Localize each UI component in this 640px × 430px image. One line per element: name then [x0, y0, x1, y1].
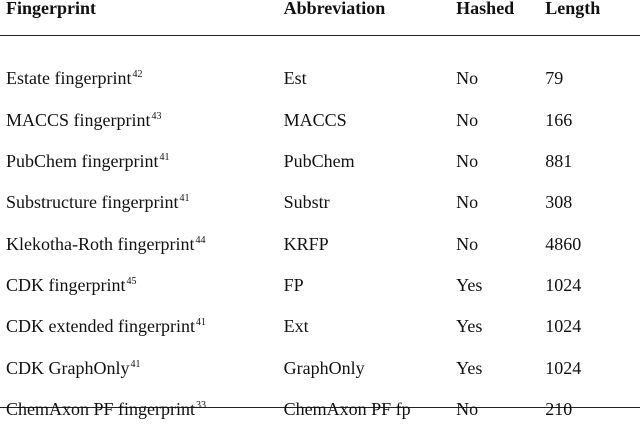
cell-fingerprint [0, 306, 284, 347]
fingerprint-name: CDK GraphOnly [6, 357, 130, 378]
reference-number: 41 [159, 152, 170, 164]
cell-hashed: No [456, 109, 479, 130]
header-spacer [0, 17, 640, 58]
reference-number: 41 [179, 193, 190, 205]
reference-number: 33 [196, 399, 206, 411]
cell-length: 166 [545, 109, 573, 130]
fingerprint-name: CDK extended fingerprint [6, 316, 195, 337]
header-row [0, 0, 640, 17]
fingerprint-name: Estate fingerprint [6, 68, 132, 89]
cell-length: 1024 [545, 357, 582, 378]
cell-abbreviation: Est [283, 68, 307, 89]
cell-abbreviation: Ext [283, 316, 309, 337]
cell-fingerprint [0, 100, 284, 141]
cell-fingerprint [0, 347, 284, 388]
table-row [0, 100, 640, 141]
fingerprint-name: MACCS fingerprint [6, 109, 151, 130]
cell-fingerprint [0, 182, 284, 223]
cell-hashed: No [456, 151, 479, 172]
cell-hashed: Yes [456, 274, 483, 295]
cell-length: 1024 [545, 316, 582, 337]
table-row [0, 389, 640, 430]
cell-abbreviation: KRFP [283, 233, 329, 254]
table-body [0, 17, 640, 430]
cell-fingerprint [0, 141, 284, 182]
cell-hashed: No [456, 192, 479, 213]
header-abbreviation: Abbreviation [283, 0, 386, 18]
table-row [0, 306, 640, 347]
reference-number: 41 [130, 358, 141, 370]
cell-fingerprint [0, 265, 284, 306]
table-row [0, 141, 640, 182]
cell-hashed: No [456, 233, 479, 254]
cell-hashed: Yes [456, 357, 483, 378]
cell-length: 308 [545, 192, 573, 213]
cell-abbreviation: GraphOnly [283, 357, 365, 378]
reference-number: 43 [151, 110, 162, 122]
reference-number: 44 [195, 234, 206, 246]
fingerprint-name: Substructure fingerprint [6, 192, 179, 213]
cell-length: 210 [545, 398, 573, 419]
fingerprint-name: CDK fingerprint [6, 274, 126, 295]
reference-number: 45 [126, 275, 137, 287]
cell-fingerprint [0, 389, 284, 430]
cell-abbreviation: MACCS [283, 109, 347, 130]
table-row [0, 347, 640, 388]
header-fingerprint: Fingerprint [6, 0, 96, 18]
fingerprint-name: PubChem fingerprint [6, 151, 159, 172]
cell-abbreviation: Substr [283, 192, 330, 213]
cell-length: 4860 [545, 233, 582, 254]
cell-length: 79 [545, 68, 564, 89]
cell-fingerprint [0, 223, 284, 264]
cell-fingerprint [0, 58, 284, 99]
fingerprint-name: ChemAxon PF fingerprint [6, 398, 195, 419]
reference-number: 41 [195, 317, 206, 329]
cell-hashed: Yes [456, 316, 483, 337]
table-row [0, 58, 640, 99]
table-row [0, 182, 640, 223]
cell-abbreviation: ChemAxon PF fp [283, 398, 411, 419]
reference-number: 42 [132, 69, 143, 81]
table-row [0, 223, 640, 264]
header-hashed: Hashed [456, 0, 515, 18]
header-length: Length [545, 0, 601, 18]
cell-abbreviation: PubChem [283, 151, 355, 172]
cell-hashed: No [456, 68, 479, 89]
table-row [0, 265, 640, 306]
cell-hashed: No [456, 398, 479, 419]
cell-length: 1024 [545, 274, 582, 295]
cell-length: 881 [545, 151, 573, 172]
cell-abbreviation: FP [283, 274, 304, 295]
fingerprint-name: Klekotha-Roth fingerprint [6, 233, 195, 254]
